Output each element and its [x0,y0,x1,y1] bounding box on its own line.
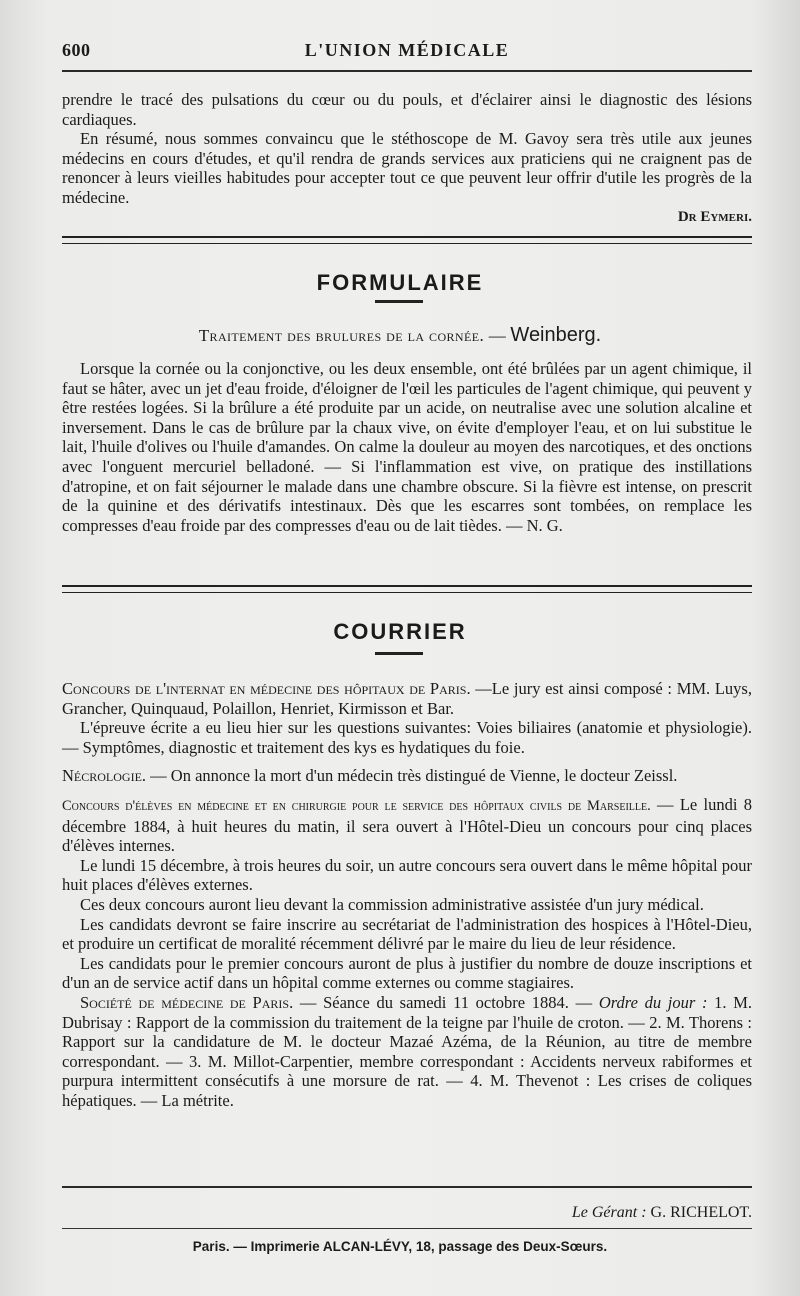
intro-text [62,90,752,227]
necrologie-text: — On annonce la mort d'un médecin très distingué de Vienne, le docteur Zeissl. [146,766,678,786]
formulaire-paragraph: Lorsque la cornée ou la conjonctive, ou les deux ensemble, ont été brûlées par un agent chimique, il faut se hâter, avec un jet d'eau froide, d'éloigner de l'œil les particules de l'agent chimique, qui peuvent y être restées logées. Si la brûlure a été produite par un acide, on neutralise avec une solution alcaline et inversement. Dans le cas de brûlure par la chaux vive, on évite d'employer l'eau, et on lui substitue le lait, l'huile d'olives ou l'huile d'amandes. On calme la douleur au moyen des narcotiques, et des onctions avec l'onguent mercuriel belladoné. — Si l'inflammation est vive, on pratique des instillations d'atropine, et on fait séjourner le malade dans une chambre obscure. Si la fièvre est intense, on prescrit de la quinine et des dérivatifs intestinaux. Dès que les escarres sont tombées, on remplace les compresses d'eau froide par des compresses d'eau ou de lait tièdes. — N. G. [62,359,752,535]
courrier-body [62,679,752,1110]
page-number: 600 [62,40,91,60]
signature: Dr Eymeri. [677,208,752,225]
societe-agenda: 1. M. Dubrisay : Rapport de la commission du traitement de la teigne par l'huile de croton. — 2. M. Thorens : Rapport sur la candidature de M. le docteur Mazaé Azéma, de la Réunion, au titre de membre correspondant. — 3. M. Millot-Carpentier, membre correspondant : Accidents nerveux rabiformes et purpura intermittent consécutifs à une morsure de rat. — 4. M. Thevenot : Les crises de coliques hépatiques. — La métrite. [62,992,753,1110]
marseille-text: — Le lundi 8 décembre 1884, à huit heures du matin, il sera ouvert à l'Hôtel-Dieu un concours pour cinq places d'élèves internes. [62,794,752,856]
intro-paragraph-1: prendre le tracé des pulsations du cœur ou du pouls, et d'éclairer ainsi le diagnostic des lésions cardiaques. [62,90,752,129]
intro-paragraph-2: En résumé, nous sommes convaincu que le stéthoscope de M. Gavoy sera très utile aux jeunes médecins en cours d'études, et qu'il rendra de grands services aux praticiens qui ne craignent pas de renoncer à leurs vieilles habitudes pour accepter tout ce que peuvent leur offrir d'utile les progrès de la médecine. [62,129,752,207]
internat-text: —Le jury est ainsi composé : MM. Luys, Grancher, Quinquaud, Polaillon, Henriet, Kirmisson et Bar. [62,679,752,718]
imprint-rule [62,1228,752,1229]
internat-paragraph [62,679,752,718]
title-bar [375,300,423,303]
gerant-name: G. RICHELOT. [646,1204,752,1221]
running-title: L'UNION MÉDICALE [304,40,510,60]
page-header [62,38,752,68]
societe-session: — Séance du samedi 11 octobre 1884. — [293,992,599,1012]
internat-paragraph-2: L'épreuve écrite a eu lieu hier sur les questions suivantes: Voies biliaires (anatomie et physiologie). — Symptômes, diagnostic et traitement des kys es hydatiques du foie. [62,718,752,757]
section-divider [62,585,752,593]
courrier-title: COURRIER [333,619,467,644]
formulaire-body [62,359,752,535]
marseille-paragraph-2: Le lundi 15 décembre, à trois heures du soir, un autre concours sera ouvert dans le même hôpital pour huit places d'élèves externes. [62,855,752,895]
marseille-paragraph-3: Ces deux concours auront lieu devant la commission administrative assistée d'un jury médical. [80,894,704,914]
formulaire-subheading [0,324,800,347]
section-divider [62,236,752,244]
header-rule [62,70,752,72]
subheading-label: Traitement des brulures de la cornée. — [198,326,507,345]
marseille-paragraph [62,795,752,856]
footer-rule [62,1186,752,1188]
marseille-paragraph-5: Les candidats pour le premier concours auront de plus à justifier du nombre de douze inscriptions et d'un an de service actif dans un hôpital comme externes ou comme stagiaires. [62,953,752,993]
societe-lead: Société de médecine de Paris. [80,992,294,1012]
gerant-line [572,1204,752,1222]
marseille-lead: Concours d'élèves en médecine et en chirurgie pour le service des hôpitaux civils de Marseille. [62,797,651,814]
subheading-author: Weinberg. [510,324,602,346]
title-bar [375,652,423,655]
marseille-paragraph-4: Les candidats devront se faire inscrire au secrétariat de l'administration des hospices à l'Hôtel-Dieu, et produire un certificat de moralité récemment délivré par le maire du lieu de leur résidence. [62,914,752,954]
formulaire-title: FORMULAIRE [316,270,484,295]
necrologie-paragraph [62,766,752,786]
gerant-label: Le Gérant : [571,1204,647,1221]
societe-paragraph [62,993,752,1111]
internat-lead: Concours de l'internat en médecine des hôpitaux de Paris. [62,679,471,698]
societe-ordre-du-jour: Ordre du jour : [598,992,708,1012]
necrologie-lead: Nécrologie. [62,766,147,786]
imprint-line: Paris. — Imprimerie ALCAN-LÉVY, 18, passage des Deux-Sœurs. [192,1239,608,1254]
